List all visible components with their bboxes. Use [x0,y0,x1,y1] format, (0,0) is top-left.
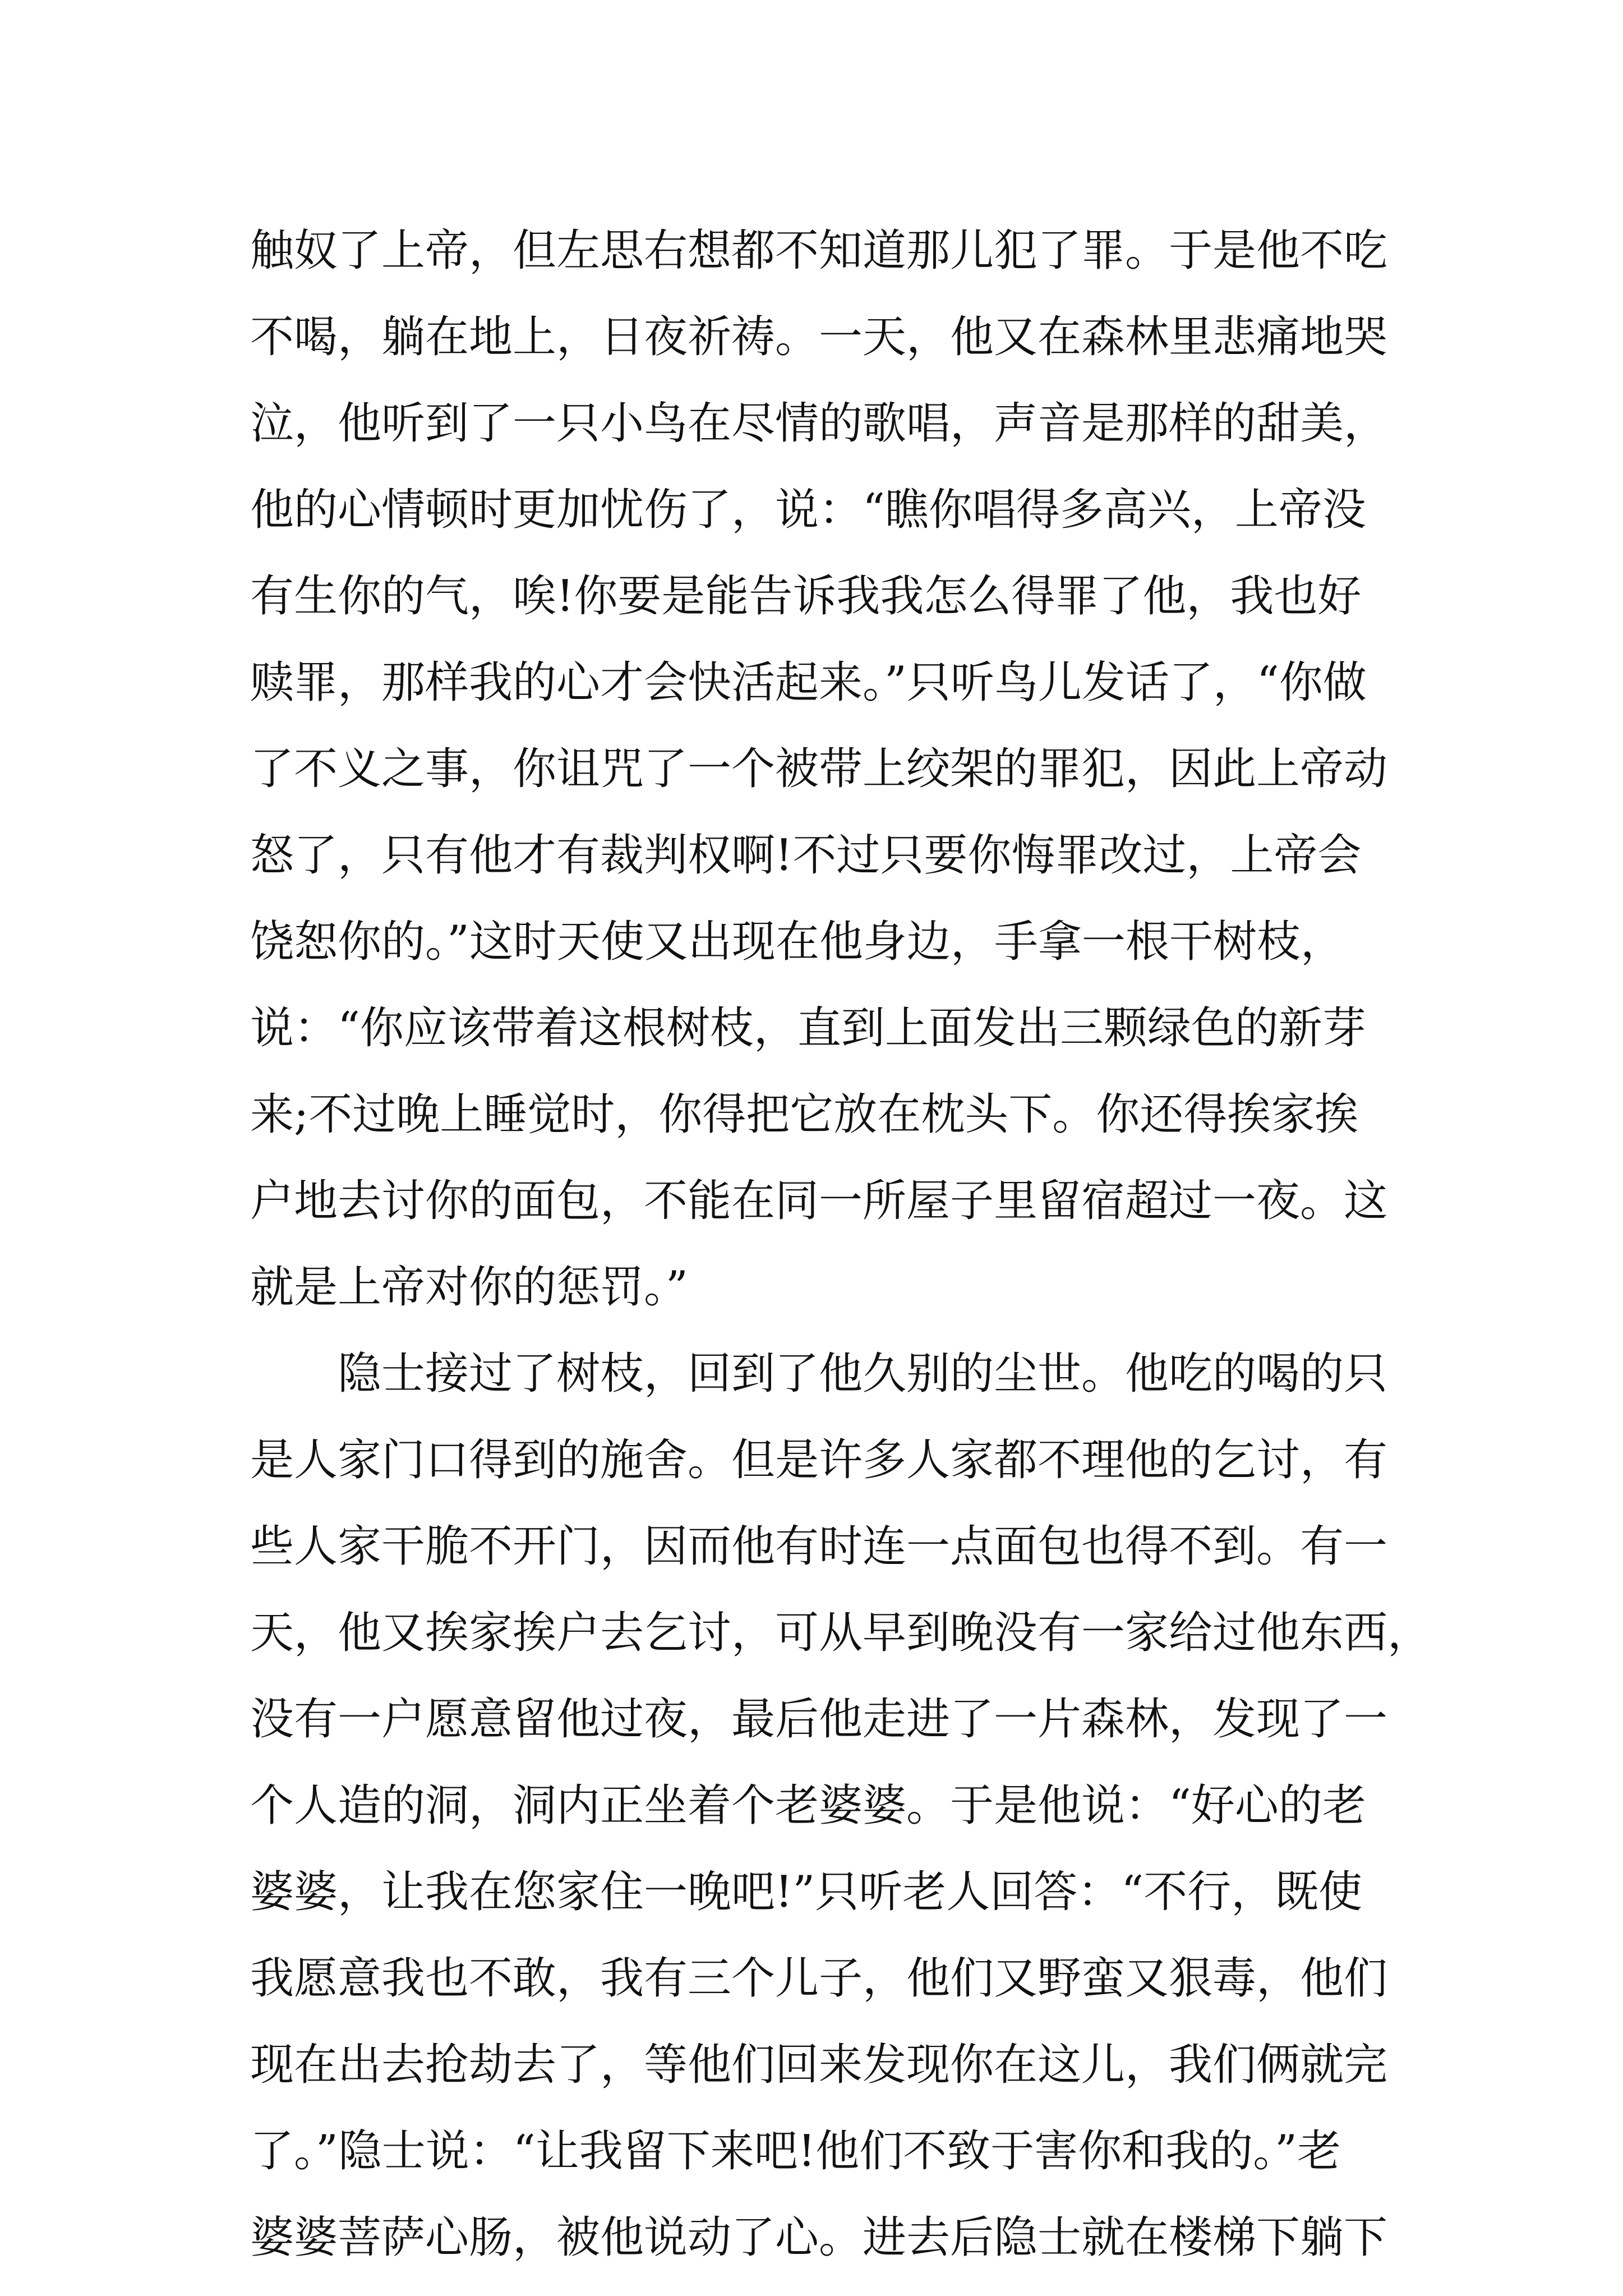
text-line: 了不义之事，你诅咒了一个被带上绞架的罪犯，因此上帝动 [250,744,1388,794]
story-text-block [250,208,1432,2281]
paragraph-start-line: 隐士接过了树枝，回到了他久别的尘世。他吃的喝的只 [338,1349,1388,1399]
text-line: 泣，他听到了一只小鸟在尽情的歌唱，声音是那样的甜美， [250,398,1388,449]
text-line: 有生你的气，唉!你要是能告诉我我怎么得罪了他，我也好 [250,571,1362,622]
text-line: 说：“你应该带着这根树枝，直到上面发出三颗绿色的新芽 [250,1003,1366,1053]
text-line: 婆婆，让我在您家住一晚吧!”只听老人回答：“不行，既使 [250,1867,1363,1917]
text-line: 没有一户愿意留他过夜，最后他走进了一片森林，发现了一 [250,1694,1388,1745]
text-line: 个人造的洞，洞内正坐着个老婆婆。于是他说：“好心的老 [250,1780,1366,1831]
text-line: 赎罪，那样我的心才会快活起来。”只听鸟儿发话了，“你做 [250,657,1367,708]
text-line: 不喝，躺在地上，日夜祈祷。一天，他又在森林里悲痛地哭 [250,312,1388,362]
text-line: 来;不过晚上睡觉时，你得把它放在枕头下。你还得挨家挨 [250,1089,1359,1140]
text-line: 是人家门口得到的施舍。但是许多人家都不理他的乞讨，有 [250,1435,1388,1485]
text-line: 些人家干脆不开门，因而他有时连一点面包也得不到。有一 [250,1521,1388,1572]
text-line: 他的心情顿时更加忧伤了，说：“瞧你唱得多高兴，上帝没 [250,485,1366,535]
text-line: 了。”隐士说：“让我留下来吧!他们不致于害你和我的。”老 [250,2126,1341,2177]
text-line: 天，他又挨家挨户去乞讨，可从早到晚没有一家给过他东西， [250,1608,1432,1658]
text-line: 我愿意我也不敢，我有三个儿子，他们又野蛮又狠毒，他们 [250,1953,1388,2004]
text-line: 就是上帝对你的惩罚。” [250,1262,688,1313]
text-line: 婆婆菩萨心肠，被他说动了心。进去后隐士就在楼梯下躺下 [250,2212,1388,2263]
text-line: 饶恕你的。”这时天使又出现在他身边，手拿一根干树枝， [250,917,1344,967]
text-line: 现在出去抢劫去了，等他们回来发现你在这儿，我们俩就完 [250,2040,1388,2090]
text-line: 触奴了上帝，但左思右想都不知道那儿犯了罪。于是他不吃 [250,226,1388,276]
text-line: 怒了，只有他才有裁判权啊!不过只要你悔罪改过，上帝会 [250,830,1362,881]
text-line: 户地去讨你的面包，不能在同一所屋子里留宿超过一夜。这 [250,1176,1388,1226]
